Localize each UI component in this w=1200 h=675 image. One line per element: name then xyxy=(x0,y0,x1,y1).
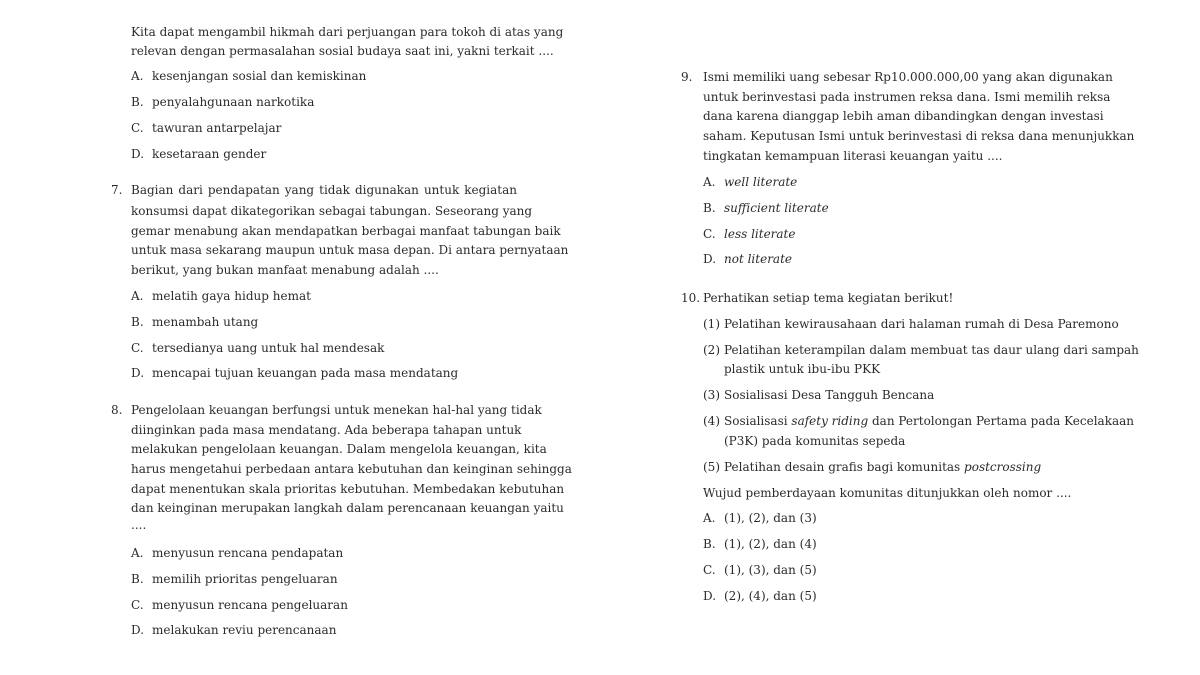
question-number: 10. xyxy=(681,291,701,305)
question-line: gemar menabung akan mendapatkan berbagai manfaat tabungan baik xyxy=(131,224,561,238)
item-text xyxy=(724,457,1041,477)
option-letter: B. xyxy=(703,201,716,215)
question-line: saham. Keputusan Ismi untuk berinvestasi di reksa dana menunjukkan xyxy=(703,129,1135,143)
option-letter: A. xyxy=(131,69,144,83)
option-letter: C. xyxy=(131,121,144,135)
option-letter: A. xyxy=(703,511,716,525)
item-text-italic: postcrossing xyxy=(964,460,1042,474)
option-text: mencapai tujuan keuangan pada masa mendatang xyxy=(152,366,459,380)
item-number: (2) xyxy=(703,343,720,357)
option-text: (1), (2), dan (4) xyxy=(724,537,817,551)
item-text xyxy=(724,411,1135,431)
option-letter: C. xyxy=(131,341,144,355)
question-line: melakukan pengelolaan keuangan. Dalam mengelola keuangan, kita xyxy=(131,442,547,456)
option-text: (2), (4), dan (5) xyxy=(724,589,817,603)
option-text: (1), (2), dan (3) xyxy=(724,511,817,525)
option-letter: D. xyxy=(131,147,145,161)
question-line: Ismi memiliki uang sebesar Rp10.000.000,00 yang akan digunakan xyxy=(703,70,1113,84)
option-text xyxy=(724,249,792,269)
question-line: harus mengetahui perbedaan antara kebutuhan dan keinginan sehingga xyxy=(131,462,572,476)
option-letter: C. xyxy=(131,598,144,612)
option-text: kesenjangan sosial dan kemiskinan xyxy=(152,69,367,83)
item-number: (4) xyxy=(703,414,720,428)
question-number: 7. xyxy=(111,183,123,197)
question-prompt: Wujud pemberdayaan komunitas ditunjukkan oleh nomor .... xyxy=(703,486,1072,500)
option-text: menambah utang xyxy=(152,315,259,329)
question-number: 8. xyxy=(111,403,123,417)
item-text: (P3K) pada komunitas sepeda xyxy=(724,434,906,448)
option-text: memilih prioritas pengeluaran xyxy=(152,572,338,586)
option-text-italic: not literate xyxy=(724,252,793,266)
item-text: plastik untuk ibu-ibu PKK xyxy=(724,362,881,376)
question-line: diinginkan pada masa mendatang. Ada beberapa tahapan untuk xyxy=(131,423,522,437)
option-letter: B. xyxy=(703,537,716,551)
option-text: melakukan reviu perencanaan xyxy=(152,623,337,637)
option-text: menyusun rencana pengeluaran xyxy=(152,598,348,612)
option-text xyxy=(724,198,829,218)
question-line: untuk berinvestasi pada instrumen reksa dana. Ismi memilih reksa xyxy=(703,90,1111,104)
option-letter: C. xyxy=(703,227,716,241)
option-letter: C. xyxy=(703,563,716,577)
item-text: Pelatihan keterampilan dalam membuat tas daur ulang dari sampah xyxy=(724,343,1139,357)
question-stem: Perhatikan setiap tema kegiatan berikut! xyxy=(703,291,954,305)
question-line: untuk masa sekarang maupun untuk masa depan. Di antara pernyataan xyxy=(131,243,569,257)
option-letter: D. xyxy=(703,589,717,603)
option-letter: D. xyxy=(131,366,145,380)
item-text-italic: safety riding xyxy=(791,414,869,428)
option-text-italic: less literate xyxy=(724,227,796,241)
option-letter: D. xyxy=(131,623,145,637)
intro-line-1: Kita dapat mengambil hikmah dari perjuangan para tokoh di atas yang xyxy=(131,25,564,39)
item-text-part: dan Pertolongan Pertama pada Kecelakaan xyxy=(868,414,1135,428)
item-text-part: Sosialisasi xyxy=(724,414,792,428)
option-text: melatih gaya hidup hemat xyxy=(152,289,311,303)
question-line: dapat menentukan skala prioritas kebutuhan. Membedakan kebutuhan xyxy=(131,482,565,496)
item-text: Sosialisasi Desa Tangguh Bencana xyxy=(724,388,935,402)
option-text: tersedianya uang untuk hal mendesak xyxy=(152,341,385,355)
question-line: .... xyxy=(131,518,147,532)
item-text: Pelatihan kewirausahaan dari halaman rumah di Desa Paremono xyxy=(724,317,1119,331)
option-text-italic: well literate xyxy=(724,175,798,189)
option-text: penyalahgunaan narkotika xyxy=(152,95,315,109)
question-line: berikut, yang bukan manfaat menabung adalah .... xyxy=(131,263,439,277)
item-number: (5) xyxy=(703,460,720,474)
option-letter: A. xyxy=(131,289,144,303)
option-text xyxy=(724,224,795,244)
option-letter: A. xyxy=(703,175,716,189)
question-line: dan keinginan merupakan langkah dalam perencanaan keuangan yaitu xyxy=(131,501,564,515)
option-letter: B. xyxy=(131,315,144,329)
option-text: menyusun rencana pendapatan xyxy=(152,546,344,560)
question-line: dana karena dianggap lebih aman dibandingkan dengan investasi xyxy=(703,109,1104,123)
option-letter: D. xyxy=(703,252,717,266)
item-number: (3) xyxy=(703,388,720,402)
option-text: tawuran antarpelajar xyxy=(152,121,282,135)
intro-line-2: relevan dengan permasalahan sosial budaya saat ini, yakni terkait .... xyxy=(131,44,554,58)
question-number: 9. xyxy=(681,70,693,84)
option-text: kesetaraan gender xyxy=(152,147,267,161)
option-letter: A. xyxy=(131,546,144,560)
option-text-italic: sufficient literate xyxy=(724,201,829,215)
item-text-part: Pelatihan desain grafis bagi komunitas xyxy=(724,460,965,474)
option-letter: B. xyxy=(131,95,144,109)
question-line: Pengelolaan keuangan berfungsi untuk menekan hal-hal yang tidak xyxy=(131,403,542,417)
question-line: Bagian dari pendapatan yang tidak digunakan untuk kegiatan xyxy=(131,183,517,197)
item-number: (1) xyxy=(703,317,720,331)
question-line: tingkatan kemampuan literasi keuangan yaitu .... xyxy=(703,149,1003,163)
question-line: konsumsi dapat dikategorikan sebagai tabungan. Seseorang yang xyxy=(131,204,533,218)
option-text xyxy=(724,172,797,192)
option-letter: B. xyxy=(131,572,144,586)
option-text: (1), (3), dan (5) xyxy=(724,563,817,577)
